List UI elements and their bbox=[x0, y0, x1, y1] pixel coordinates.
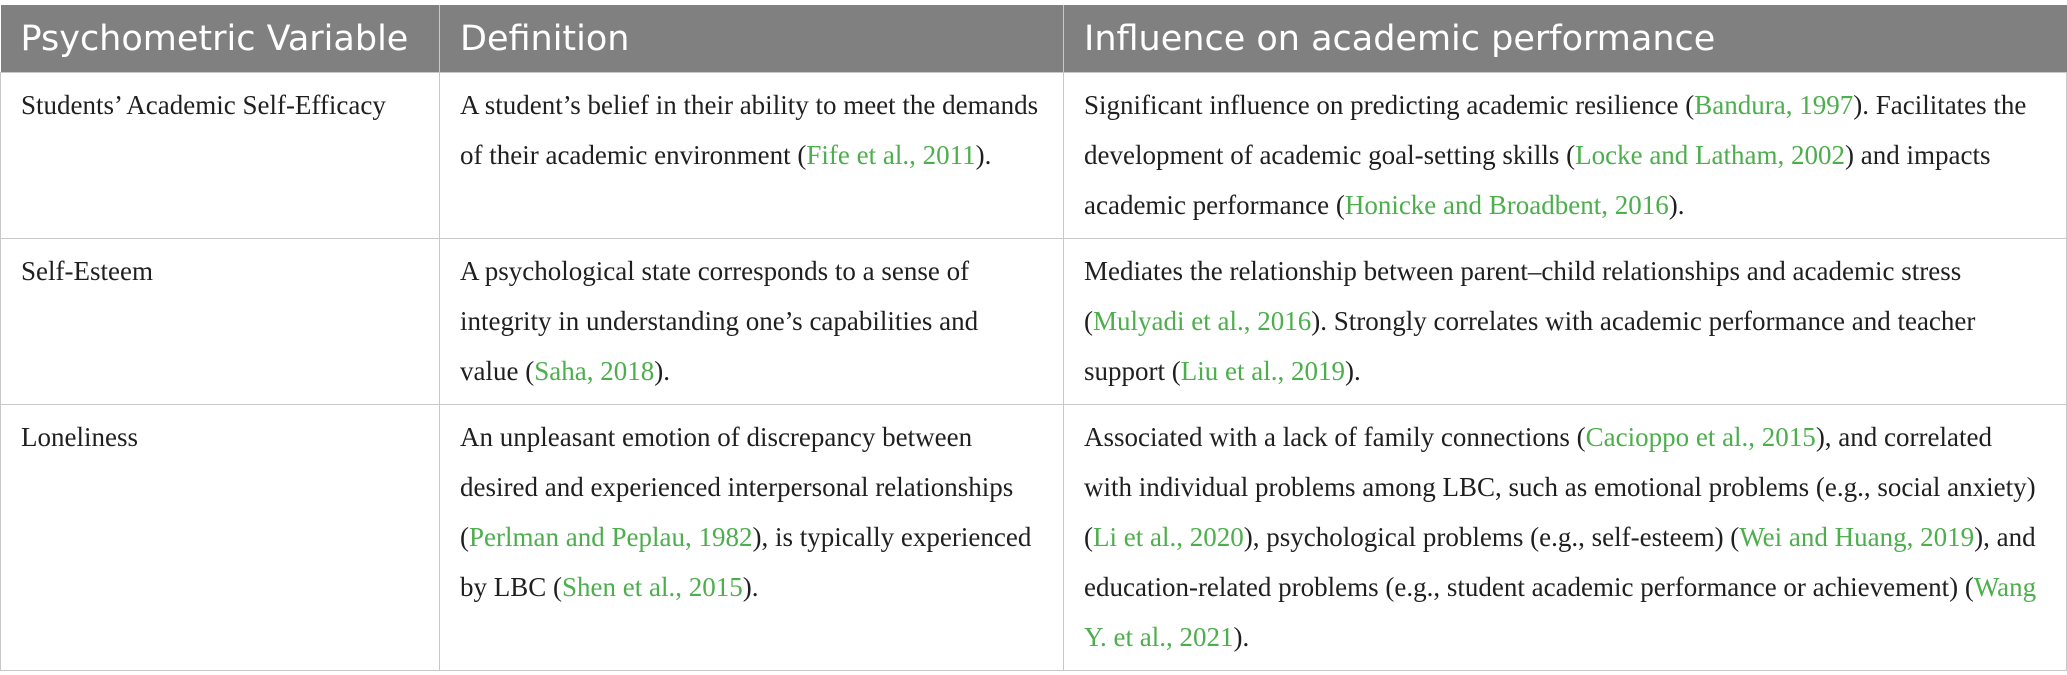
variable-cell: Loneliness bbox=[1, 405, 440, 671]
definition-text: A student’s belief in their ability to meet the demands of their academic environment ( bbox=[460, 90, 1039, 170]
citation-link[interactable]: Shen et al., 2015 bbox=[562, 572, 743, 602]
definition-text: ). bbox=[742, 572, 759, 602]
influence-text: ). bbox=[1233, 622, 1250, 652]
definition-cell bbox=[440, 73, 1064, 239]
header-influence: Influence on academic performance bbox=[1064, 5, 2067, 73]
header-definition: Definition bbox=[440, 5, 1064, 73]
influence-text: ), and education-related problems (e.g., student academic performance or achievement) ( bbox=[1084, 522, 2036, 602]
influence-text: ) and impacts academic performance ( bbox=[1084, 140, 1991, 220]
definition-text: ), is typically experienced by LBC ( bbox=[460, 522, 1032, 602]
definition-text: ). bbox=[654, 356, 670, 386]
citation-link[interactable]: Fife et al., 2011 bbox=[806, 140, 976, 170]
definition-cell bbox=[440, 239, 1064, 405]
influence-text: ). Strongly correlates with academic performance and teacher support ( bbox=[1084, 306, 1976, 386]
influence-text: ), psychological problems (e.g., self-esteem) ( bbox=[1243, 522, 1740, 552]
influence-text: ), and correlated with individual problems among LBC, such as emotional problems (e.g., social anxiety) ( bbox=[1084, 422, 2036, 552]
citation-link[interactable]: Li et al., 2020 bbox=[1093, 522, 1244, 552]
citation-link[interactable]: Wang Y. et al., 2021 bbox=[1084, 572, 2037, 652]
variable-cell: Students’ Academic Self-Efficacy bbox=[1, 73, 440, 239]
citation-link[interactable]: Bandura, 1997 bbox=[1694, 90, 1854, 120]
influence-text: ). bbox=[1344, 356, 1361, 386]
table-row bbox=[1, 405, 2067, 671]
citation-link[interactable]: Liu et al., 2019 bbox=[1180, 356, 1345, 386]
citation-link[interactable]: Locke and Latham, 2002 bbox=[1575, 140, 1846, 170]
influence-cell bbox=[1064, 405, 2067, 671]
citation-link[interactable]: Mulyadi et al., 2016 bbox=[1093, 306, 1312, 336]
citation-link[interactable]: Saha, 2018 bbox=[534, 356, 655, 386]
definition-text: A psychological state corresponds to a sense of integrity in understanding one’s capabilities and value ( bbox=[460, 256, 979, 386]
citation-link[interactable]: Honicke and Broadbent, 2016 bbox=[1344, 190, 1669, 220]
influence-text: ). Facilitates the development of academic goal-setting skills ( bbox=[1084, 90, 2027, 170]
table-row bbox=[1, 239, 2067, 405]
table-header-row bbox=[1, 5, 2067, 73]
psychometric-variables-table bbox=[0, 5, 2067, 671]
influence-text: Mediates the relationship between parent–child relationships and academic stress ( bbox=[1084, 256, 1962, 336]
citation-link[interactable]: Wei and Huang, 2019 bbox=[1739, 522, 1975, 552]
influence-text: Associated with a lack of family connections ( bbox=[1084, 422, 1586, 452]
table-row bbox=[1, 73, 2067, 239]
citation-link[interactable]: Perlman and Peplau, 1982 bbox=[469, 522, 753, 552]
variable-cell: Self-Esteem bbox=[1, 239, 440, 405]
definition-cell bbox=[440, 405, 1064, 671]
header-psychometric-variable: Psychometric Variable bbox=[1, 5, 440, 73]
influence-text: Significant influence on predicting academic resilience ( bbox=[1084, 90, 1695, 120]
influence-cell bbox=[1064, 73, 2067, 239]
definition-text: ). bbox=[975, 140, 992, 170]
citation-link[interactable]: Cacioppo et al., 2015 bbox=[1585, 422, 1816, 452]
influence-cell bbox=[1064, 239, 2067, 405]
influence-text: ). bbox=[1668, 190, 1685, 220]
definition-text: An unpleasant emotion of discrepancy between desired and experienced interpersonal relationships ( bbox=[460, 422, 1014, 552]
